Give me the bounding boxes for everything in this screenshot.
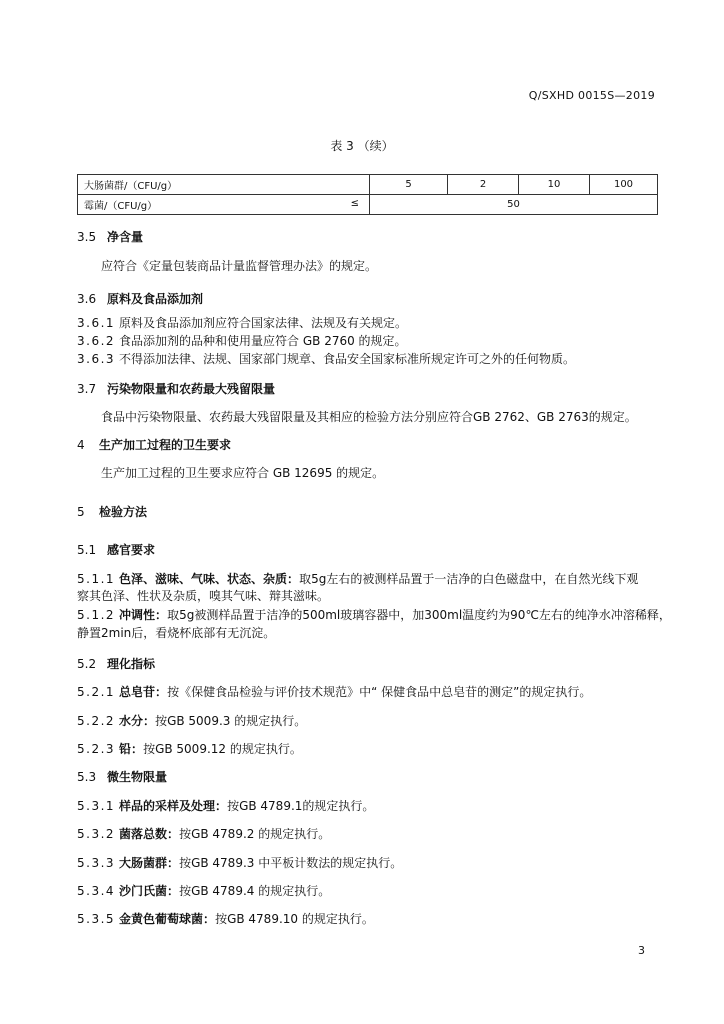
clause-lead: 金黄色葡萄球菌： (119, 912, 216, 926)
clause-number: 5.3.3 (77, 856, 116, 870)
section-number: 5.3 (77, 770, 97, 784)
clause-number: 5.2.1 (77, 685, 116, 699)
clause-lead: 沙门氏菌： (119, 884, 180, 898)
clause-lead: 大肠菌群： (119, 856, 180, 870)
section-number: 3.6 (77, 292, 97, 306)
section-title: 感官要求 (107, 543, 156, 557)
clause (77, 882, 330, 899)
section-title: 微生物限量 (107, 770, 168, 784)
clause (77, 683, 591, 700)
clause-lead: 色泽、滋味、气味、状态、杂质： (119, 572, 300, 586)
clause-continuation: 静置2min后，看烧杯底部有无沉淀。 (77, 626, 276, 640)
clause (77, 332, 407, 349)
clause (77, 854, 402, 871)
clause (77, 314, 407, 331)
clause-lead: 铅： (119, 742, 144, 756)
clause-text: 按GB 5009.3 的规定执行。 (155, 714, 307, 728)
clause-number: 5.3.4 (77, 884, 116, 898)
section-heading (77, 503, 147, 520)
clause-lead: 冲调性： (119, 608, 168, 622)
table-cell-name: 大肠菌群/（CFU/g） (78, 175, 370, 195)
clause-text: 按《保健食品检验与评价技术规范》中“ 保健食品中总皂苷的测定”的规定执行。 (167, 685, 592, 699)
clause (77, 606, 671, 623)
section-heading (77, 228, 143, 245)
clause-number: 5.2.3 (77, 742, 116, 756)
table-cell-value: 100 (590, 175, 658, 195)
clause-text: 按GB 4789.10 的规定执行。 (215, 912, 374, 926)
clause-lead: 总皂苷： (119, 685, 168, 699)
clause (77, 825, 330, 842)
page-number: 3 (638, 944, 645, 957)
clause-text: 按GB 4789.4 的规定执行。 (179, 884, 331, 898)
clause-number: 5.2.2 (77, 714, 116, 728)
section-number: 5.1 (77, 543, 97, 557)
clause-lead: 样品的采样及处理： (119, 799, 228, 813)
table-cell-merged-value: 50 (370, 195, 658, 215)
section-heading (77, 290, 203, 307)
section-title: 理化指标 (107, 657, 156, 671)
clause-text: 原料及食品添加剂应符合国家法律、法规及有关规定。 (119, 316, 408, 330)
clause-text: 取5g被测样品置于洁净的500ml玻璃容器中，加300ml温度约为90℃左右的纯净水冲溶稀释， (167, 608, 671, 622)
limit-symbol: ≤ (350, 198, 359, 209)
clause-continuation: 察其色泽、性状及杂质，嗅其气味、辩其滋味。 (77, 589, 330, 603)
table-cell-value: 10 (519, 175, 590, 195)
clause-text: 按GB 5009.12 的规定执行。 (143, 742, 302, 756)
clause (77, 570, 638, 587)
clause (77, 712, 306, 729)
clause (77, 740, 302, 757)
clause-number: 5.3.1 (77, 799, 116, 813)
clause-text: 按GB 4789.3 中平板计数法的规定执行。 (179, 856, 403, 870)
table-cell-value: 5 (370, 175, 448, 195)
clause-text: 取5g左右的被测样品置于一洁净的白色磁盘中，在自然光线下观 (299, 572, 639, 586)
paragraph: 应符合《定量包装商品计量监督管理办法》的规定。 (101, 259, 378, 273)
section-title: 净含量 (107, 230, 144, 244)
paragraph: 生产加工过程的卫生要求应符合 GB 12695 的规定。 (101, 466, 385, 480)
section-number: 5 (77, 505, 85, 519)
clause-number: 5.3.5 (77, 912, 116, 926)
clause (77, 350, 575, 367)
table-row (78, 195, 658, 215)
clause-number: 3.6.3 (77, 352, 116, 366)
table-cell-name (78, 195, 370, 215)
paragraph: 食品中污染物限量、农药最大残留限量及其相应的检验方法分别应符合GB 2762、GB 2763的规定。 (101, 410, 637, 424)
clause-lead: 水分： (119, 714, 156, 728)
section-heading (77, 541, 155, 558)
clause (77, 797, 374, 814)
clause-number: 3.6.2 (77, 334, 116, 348)
section-heading (77, 768, 167, 785)
limits-table (77, 174, 658, 215)
section-title: 生产加工过程的卫生要求 (99, 438, 232, 452)
section-number: 3.5 (77, 230, 97, 244)
section-number: 4 (77, 438, 85, 452)
section-number: 5.2 (77, 657, 97, 671)
mold-label: 霉菌/（CFU/g） (84, 201, 158, 212)
section-heading (77, 655, 155, 672)
table-cell-value: 2 (448, 175, 519, 195)
clause-text: 食品添加剂的品种和使用量应符合 GB 2760 的规定。 (119, 334, 407, 348)
section-title: 原料及食品添加剂 (107, 292, 204, 306)
clause-text: 按GB 4789.2 的规定执行。 (179, 827, 331, 841)
clause-number: 5.1.2 (77, 608, 116, 622)
clause-number: 5.3.2 (77, 827, 116, 841)
clause-number: 3.6.1 (77, 316, 116, 330)
document-code: Q/SXHD 0015S—2019 (528, 89, 655, 102)
clause-text: 按GB 4789.1的规定执行。 (227, 799, 375, 813)
section-title: 检验方法 (99, 505, 148, 519)
section-number: 3.7 (77, 382, 97, 396)
clause-text: 不得添加法律、法规、国家部门规章、食品安全国家标准所规定许可之外的任何物质。 (119, 352, 576, 366)
section-title: 污染物限量和农药最大残留限量 (107, 382, 276, 396)
table-row (78, 175, 658, 195)
clause-number: 5.1.1 (77, 572, 116, 586)
section-heading (77, 436, 231, 453)
table-caption: 表 3 （续） (330, 139, 394, 153)
section-heading (77, 380, 275, 397)
clause-lead: 菌落总数： (119, 827, 180, 841)
clause (77, 910, 374, 927)
